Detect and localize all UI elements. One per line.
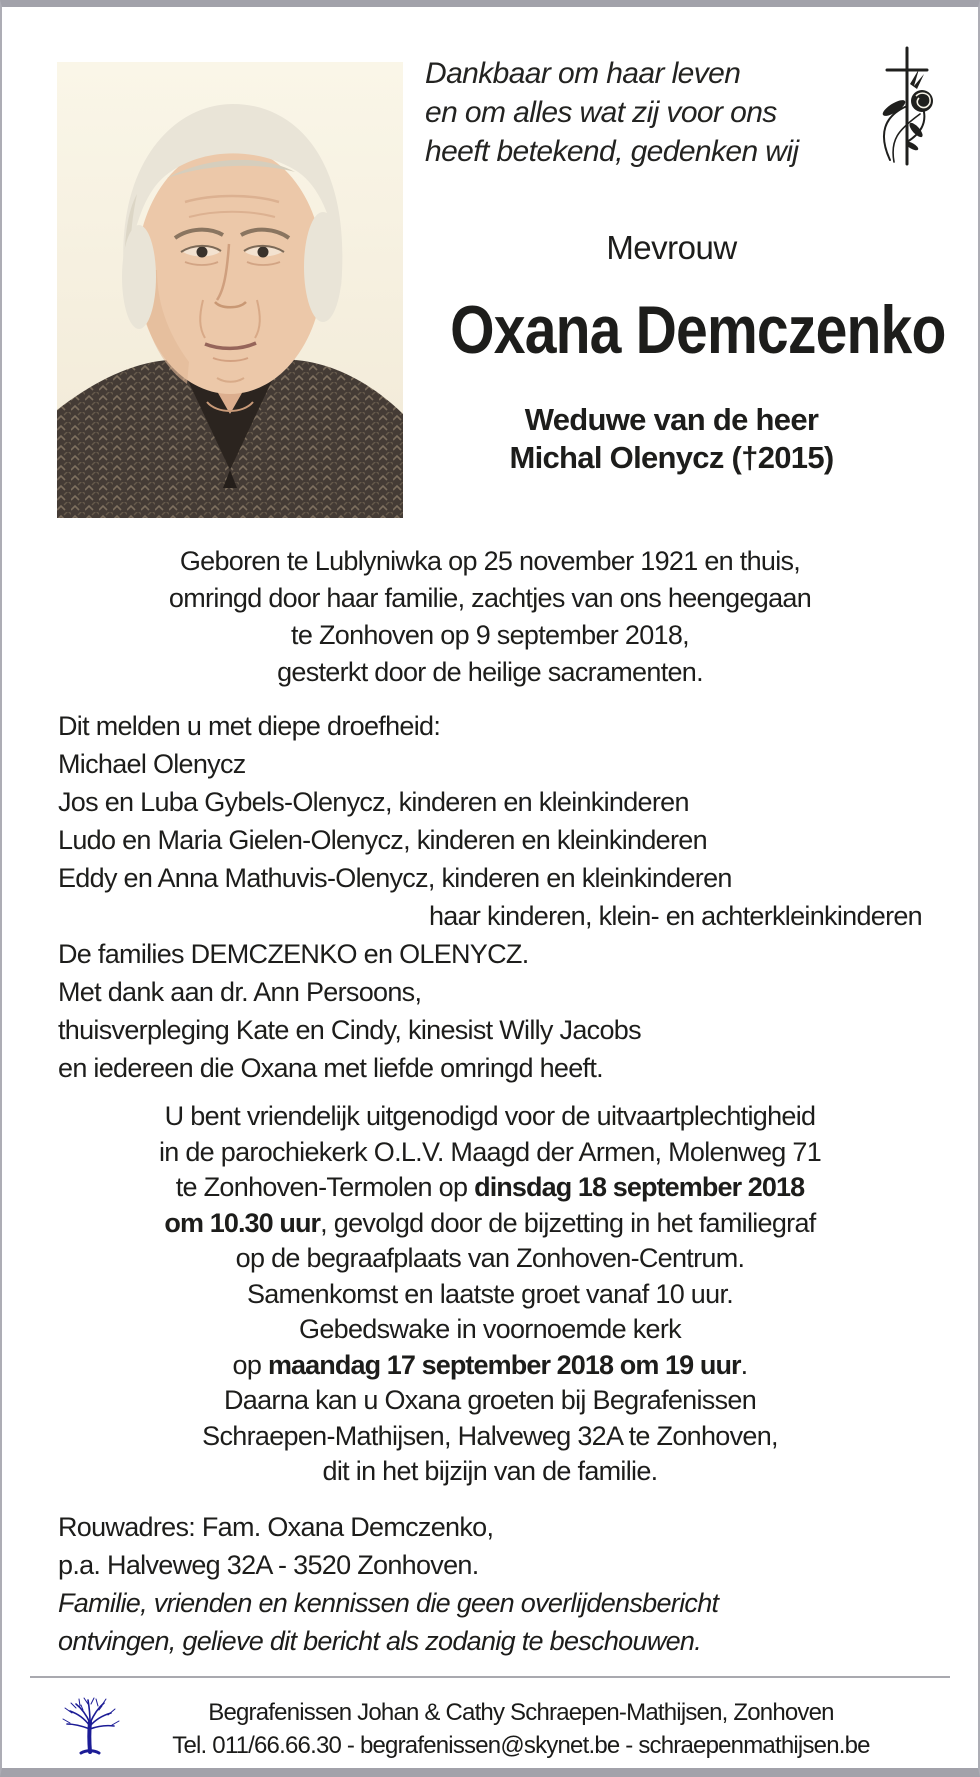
plain-text: dit in het bijzijn van de familie. bbox=[322, 1456, 658, 1486]
footer bbox=[58, 1696, 922, 1762]
text-line: en iedereen die Oxana met liefde omringd heeft. bbox=[58, 1053, 603, 1083]
plain-text: , gevolgd door de bijzetting in het familiegraf bbox=[320, 1207, 816, 1238]
family-right-aligned-line: haar kinderen, klein- en achterkleinkinderen bbox=[428, 901, 922, 931]
plain-text: Schraepen-Mathijsen, Halveweg 32A te Zonhoven, bbox=[202, 1420, 778, 1451]
text-line: Dankbaar om haar leven bbox=[425, 57, 741, 90]
plain-text: . bbox=[740, 1349, 748, 1380]
text-line: Michael Olenycz bbox=[58, 749, 246, 779]
text-line: Jos en Luba Gybels-Olenycz, kinderen en kleinkinderen bbox=[58, 787, 689, 817]
deceased-name bbox=[403, 292, 946, 368]
text-line bbox=[58, 1454, 922, 1490]
announcement-intro: Dit melden u met diepe droefheid: bbox=[58, 711, 441, 741]
mourning-address bbox=[58, 1508, 922, 1584]
plain-text: Daarna kan u Oxana groeten bij Begrafenissen bbox=[223, 1385, 757, 1415]
plain-text: op de begraafplaats van Zonhoven-Centrum. bbox=[235, 1243, 745, 1273]
text-line bbox=[58, 1170, 922, 1206]
text-line bbox=[58, 1312, 922, 1348]
plain-text: in de parochiekerk O.L.V. Maagd der Armen, Molenweg 71 bbox=[158, 1136, 822, 1167]
plain-text: Samenkomst en laatste groet vanaf 10 uur. bbox=[246, 1278, 734, 1309]
plain-text: U bent vriendelijk uitgenodigd voor de uitvaartplechtigheid bbox=[164, 1101, 816, 1131]
header bbox=[2, 7, 978, 537]
text-line bbox=[58, 1241, 922, 1277]
header-right-column bbox=[403, 40, 946, 477]
text-line: heeft betekend, gedenken wij bbox=[425, 135, 799, 168]
deceased-name-text: Oxana Demczenko bbox=[450, 292, 946, 368]
text-line: en om alles wat zij voor ons bbox=[425, 96, 777, 129]
text-line bbox=[58, 1419, 922, 1455]
text-line: omringd door haar familie, zachtjes van ons heengegaan bbox=[168, 583, 812, 613]
text-line: Geboren te Lublyniwka op 25 november 1921 en thuis, bbox=[179, 546, 801, 576]
funeral-home-contact: Tel. 011/66.66.30 - begrafenissen@skynet.be - schraepenmathijsen.be bbox=[172, 1731, 870, 1759]
text-line: Eddy en Anna Mathuvis-Olenycz, kinderen en kleinkinderen bbox=[58, 863, 732, 893]
text-line: De families DEMCZENKO en OLENYCZ. bbox=[58, 939, 529, 969]
plain-text: op bbox=[232, 1349, 268, 1380]
salutation: Mevrouw bbox=[606, 229, 737, 266]
funeral-service-details bbox=[58, 1099, 922, 1490]
text-line: gesterkt door de heilige sacramenten. bbox=[277, 657, 703, 687]
body-content bbox=[2, 543, 978, 1660]
text-line: p.a. Halveweg 32A - 3520 Zonhoven. bbox=[58, 1549, 479, 1580]
widow-of-lines bbox=[403, 401, 940, 477]
cross-rose-glyph bbox=[860, 44, 952, 168]
family-closing bbox=[58, 935, 922, 1087]
emphasized-text: maandag 17 september 2018 om 19 uur bbox=[267, 1349, 741, 1380]
text-line bbox=[58, 1348, 922, 1384]
text-line: Met dank aan dr. Ann Persoons, bbox=[58, 977, 422, 1007]
text-line: Rouwadres: Fam. Oxana Demczenko, bbox=[58, 1511, 494, 1542]
text-line bbox=[58, 1099, 922, 1135]
text-line bbox=[58, 1135, 922, 1171]
footer-divider bbox=[30, 1676, 950, 1678]
portrait-photo bbox=[57, 62, 403, 518]
notice-paragraph bbox=[58, 1584, 922, 1660]
plain-text: Gebedswake in voornoemde kerk bbox=[299, 1314, 681, 1344]
cross-rose-icon bbox=[860, 44, 952, 168]
text-line: Weduwe van de heer bbox=[524, 402, 819, 437]
footer-text bbox=[120, 1696, 922, 1762]
text-line: thuisverpleging Kate en Cindy, kinesist Willy Jacobs bbox=[58, 1015, 641, 1045]
emphasized-text: dinsdag 18 september 2018 bbox=[474, 1172, 805, 1202]
text-line: Familie, vrienden en kennissen die geen overlijdensbericht bbox=[58, 1587, 719, 1618]
portrait-photo-illustration bbox=[57, 62, 403, 518]
emphasized-text: om 10.30 uur bbox=[164, 1207, 321, 1238]
tree-glyph bbox=[58, 1696, 122, 1756]
tree-logo-icon bbox=[58, 1696, 122, 1756]
birth-death-paragraph bbox=[58, 543, 922, 691]
text-line bbox=[58, 1277, 922, 1313]
text-line bbox=[58, 1383, 922, 1419]
plain-text: te Zonhoven-Termolen op bbox=[175, 1172, 475, 1202]
text-line: te Zonhoven op 9 september 2018, bbox=[291, 620, 689, 650]
text-line: Ludo en Maria Gielen-Olenycz, kinderen en kleinkinderen bbox=[58, 825, 707, 855]
funeral-home-name: Begrafenissen Johan & Cathy Schraepen-Mathijsen, Zonhoven bbox=[208, 1698, 834, 1726]
family-list bbox=[58, 745, 922, 897]
text-line: Michal Olenycz (†2015) bbox=[509, 440, 834, 475]
text-line: ontvingen, gelieve dit bericht als zodanig te beschouwen. bbox=[58, 1625, 702, 1656]
family-announcement bbox=[58, 707, 922, 1087]
text-line bbox=[58, 1206, 922, 1242]
